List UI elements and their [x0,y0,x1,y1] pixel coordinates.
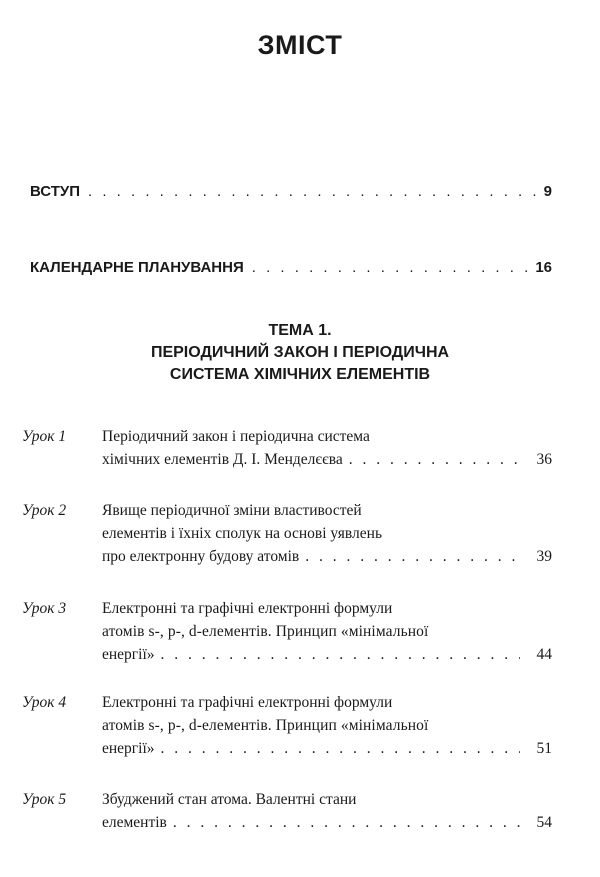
leader-dots [305,545,520,568]
lesson-page: 51 [536,740,552,757]
lesson-text-line: Електронні та графічні електронні формули [102,600,393,617]
leader-dots [161,643,520,666]
lesson-label: Урок 3 [22,600,67,617]
page-title: ЗМІСТ [257,30,343,60]
leader-dots [173,811,520,834]
toc-entry-label: КАЛЕНДАРНЕ ПЛАНУВАННЯ [30,259,244,276]
leader-dots [88,183,536,200]
lesson-page: 36 [536,451,552,468]
toc-entry-intro [30,183,552,200]
lesson-text-line: енергії» [102,646,155,663]
lesson-text-line: атомів s-, p-, d-елементів. Принцип «мінімальної [102,623,429,640]
lesson-label: Урок 1 [22,428,67,445]
lesson-entry-2 [22,499,552,568]
lesson-text-line: Періодичний закон і періодична система [102,428,370,445]
lesson-text-line: хімічних елементів Д. І. Менделєєва [102,451,343,468]
lesson-text-line: енергії» [102,740,155,757]
lesson-page: 44 [536,646,552,663]
lesson-label: Урок 4 [22,694,67,711]
lesson-text-line: елементів [102,814,167,831]
lesson-page: 54 [536,814,552,831]
lesson-label: Урок 5 [22,791,67,808]
topic-heading [0,320,600,386]
toc-entry-label: ВСТУП [30,183,80,200]
lesson-text-line: Збуджений стан атома. Валентні стани [102,791,357,808]
toc-entry-page: 9 [543,183,552,200]
lesson-label: Урок 2 [22,502,67,519]
leader-dots [161,737,520,760]
leader-dots [349,448,520,471]
topic-heading-line: СИСТЕМА ХІМІЧНИХ ЕЛЕМЕНТІВ [169,366,431,383]
toc-entry-page: 16 [535,259,552,276]
lesson-entry-5 [22,788,552,834]
lesson-entry-1 [22,425,552,471]
lesson-text-line: атомів s-, p-, d-елементів. Принцип «мінімальної [102,717,429,734]
lesson-entry-4 [22,691,552,760]
lesson-entry-3 [22,597,552,666]
topic-heading-line: ПЕРІОДИЧНИЙ ЗАКОН І ПЕРІОДИЧНА [150,344,450,361]
lesson-text-line: Електронні та графічні електронні формули [102,694,393,711]
lesson-text-line: про електронну будову атомів [102,548,300,565]
leader-dots [252,259,528,276]
toc-entry-calendar [30,259,552,276]
lesson-text-line: Явище періодичної зміни властивостей [102,502,362,519]
lesson-text-line: елементів і їхніх сполук на основі уявлень [102,525,383,542]
lesson-page: 39 [536,548,552,565]
topic-heading-line: ТЕМА 1. [268,322,332,339]
